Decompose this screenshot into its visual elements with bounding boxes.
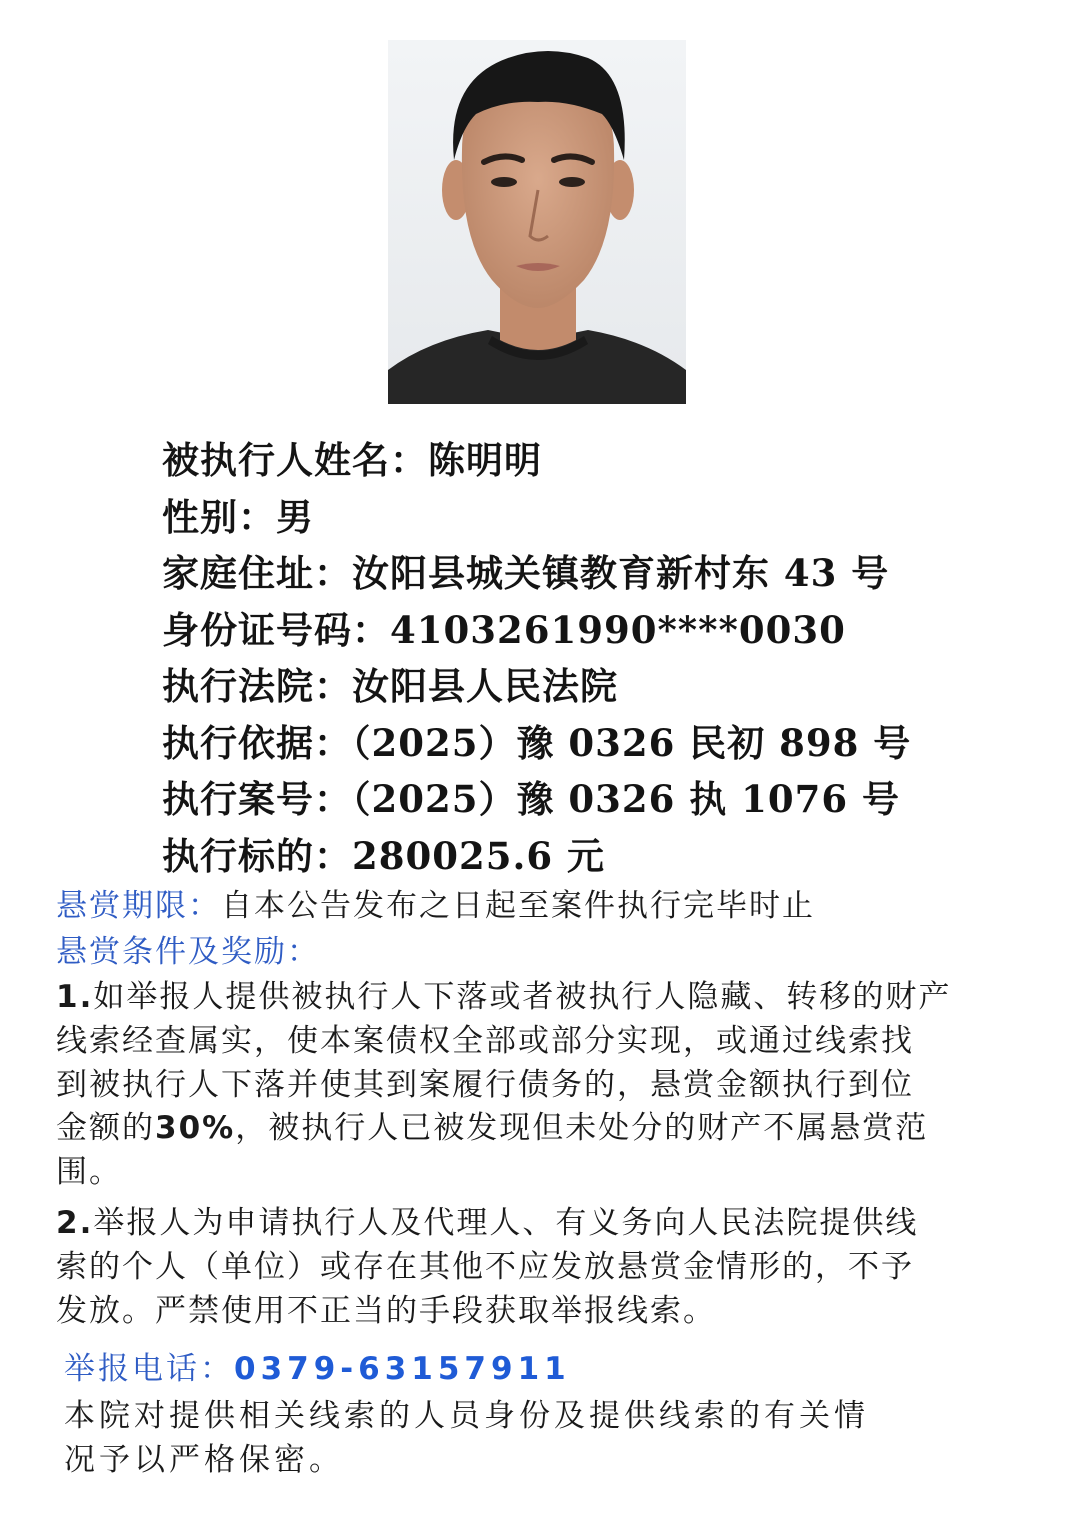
- item2-text-1: 举报人为申请执行人及代理人、有义务向人民法院提供线: [93, 1205, 919, 1241]
- name-value: 陈明明: [428, 438, 542, 482]
- item2-line-1: [56, 1202, 1036, 1246]
- case-label: 执行案号：: [162, 777, 352, 821]
- reward-period: [56, 884, 1036, 928]
- period-label: 悬赏期限：: [56, 888, 221, 924]
- id-value: 4103261990****0030: [390, 607, 846, 652]
- gender-row: [162, 489, 911, 546]
- condition-item-2: [56, 1202, 1036, 1333]
- suspect-photo: [388, 40, 686, 404]
- report-phone: [64, 1346, 571, 1392]
- item1-text-1: 如举报人提供被执行人下落或者被执行人隐藏、转移的财产: [93, 979, 952, 1015]
- item2-line-2: 索的个人（单位）或存在其他不应发放悬赏金情形的，不予: [56, 1248, 914, 1285]
- basis-value: （2025）豫 0326 民初 898 号: [352, 720, 912, 765]
- address-label: 家庭住址：: [162, 551, 352, 595]
- basis-label: 执行依据：: [162, 720, 352, 765]
- period-value: 自本公告发布之日起至案件执行完毕时止: [221, 888, 815, 924]
- court-row: [162, 658, 911, 715]
- item1-line-1: [56, 976, 1036, 1020]
- case-row: [162, 771, 911, 828]
- name-row: [162, 432, 911, 489]
- address-value: 汝阳县城关镇教育新村东 43 号: [352, 551, 890, 595]
- condition-item-1: [56, 976, 1036, 1195]
- conditions-title: 悬赏条件及奖励：: [56, 934, 320, 970]
- gender-value: 男: [276, 494, 314, 539]
- item1-line-5: 围。: [56, 1154, 122, 1191]
- item1-line-2: 线索经查属实，使本案债权全部或部分实现，或通过线索找: [56, 1022, 914, 1059]
- amount-row: [162, 828, 911, 885]
- phone-label: 举报电话：: [64, 1351, 234, 1387]
- secret-line-1: 本院对提供相关线索的人员身份及提供线索的有关情: [64, 1398, 869, 1434]
- amount-value: 280025.6 元: [352, 833, 605, 878]
- amount-label: 执行标的：: [162, 833, 352, 878]
- item1-text-4b: ，被执行人已被发现但未处分的财产不属悬赏范: [235, 1110, 929, 1147]
- secret-line-2: 况予以严格保密。: [64, 1442, 344, 1478]
- confidentiality-note: [64, 1394, 1014, 1482]
- item1-text-4a: 金额的: [56, 1110, 155, 1147]
- basis-row: [162, 715, 911, 772]
- portrait-illustration: [388, 40, 686, 404]
- address-row: [162, 545, 911, 602]
- debtor-info: [162, 432, 911, 884]
- item2-line-3: 发放。严禁使用不正当的手段获取举报线索。: [56, 1292, 716, 1329]
- court-label: 执行法院：: [162, 664, 352, 708]
- id-label: 身份证号码：: [162, 607, 390, 652]
- item1-line-3: 到被执行人下落并使其到案履行债务的，悬赏金额执行到位: [56, 1066, 914, 1103]
- gender-label: 性别：: [162, 494, 276, 539]
- case-value: （2025）豫 0326 执 1076 号: [352, 777, 900, 821]
- item2-number: 2.: [56, 1205, 94, 1241]
- item1-number: 1.: [56, 979, 94, 1015]
- name-label: 被执行人姓名：: [162, 438, 428, 482]
- item1-line-4: [56, 1107, 1036, 1151]
- reward-percent: 30%: [155, 1110, 236, 1147]
- id-row: [162, 602, 911, 659]
- court-value: 汝阳县人民法院: [352, 664, 618, 708]
- phone-number[interactable]: 0379-63157911: [234, 1351, 571, 1387]
